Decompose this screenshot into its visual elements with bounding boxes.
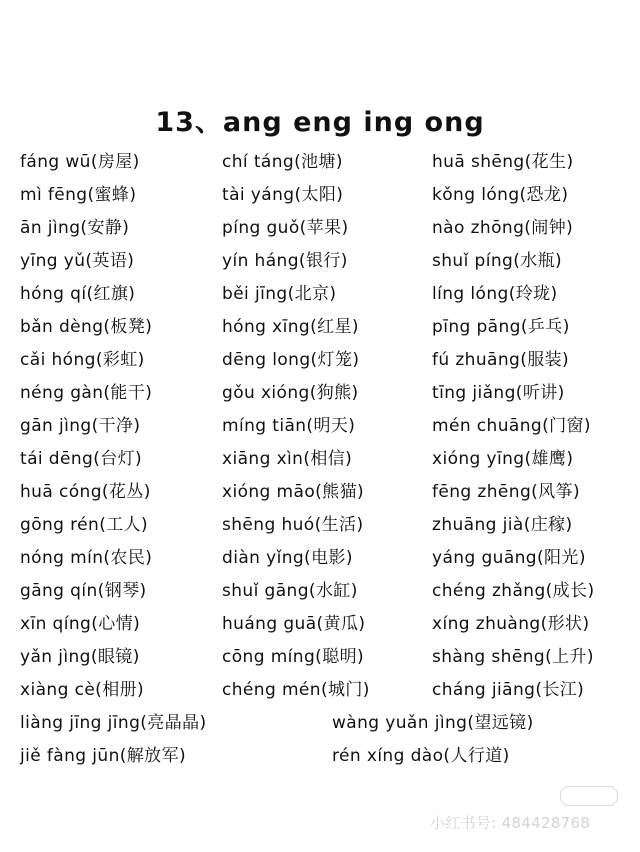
- word-item: shàng shēng(上升): [432, 647, 594, 667]
- word-item: líng lóng(玲珑): [432, 284, 558, 304]
- word-item: míng tiān(明天): [222, 416, 356, 436]
- word-item: běi jīng(北京): [222, 284, 337, 304]
- word-item: gāng qín(钢琴): [20, 581, 147, 601]
- page-title: 13、ang eng ing ong: [155, 107, 485, 138]
- word-item: chí táng(池塘): [222, 152, 343, 172]
- word-item: huā cóng(花丛): [20, 482, 151, 502]
- word-item: liàng jīng jīng(亮晶晶): [20, 713, 207, 733]
- vocabulary-grid-three-syllable: [20, 704, 630, 770]
- word-item: yáng guāng(阳光): [432, 548, 586, 568]
- watermark-logo-icon: [560, 786, 618, 806]
- word-item: xīn qíng(心情): [20, 614, 141, 634]
- word-item: xióng yīng(雄鹰): [432, 449, 574, 469]
- word-item: cháng jiāng(长江): [432, 680, 585, 700]
- word-item: xióng māo(熊猫): [222, 482, 364, 502]
- word-item: fáng wū(房屋): [20, 152, 140, 172]
- word-item: shēng huó(生活): [222, 515, 364, 535]
- word-item: píng guǒ(苹果): [222, 218, 349, 238]
- word-item: gān jìng(干净): [20, 416, 141, 436]
- word-item: cōng míng(聪明): [222, 647, 365, 667]
- word-item: tái dēng(台灯): [20, 449, 143, 469]
- word-item: xiàng cè(相册): [20, 680, 145, 700]
- word-item: huā shēng(花生): [432, 152, 574, 172]
- vocabulary-grid: [20, 143, 630, 704]
- word-item: yīng yǔ(英语): [20, 251, 135, 271]
- watermark-text: 小红书号: 484428768: [430, 814, 591, 832]
- word-item: nóng mín(农民): [20, 548, 153, 568]
- word-item: néng gàn(能干): [20, 383, 153, 403]
- word-item: hóng xīng(红星): [222, 317, 359, 337]
- word-item: nào zhōng(闹钟): [432, 218, 574, 238]
- word-item: xíng zhuàng(形状): [432, 614, 590, 634]
- word-item: chéng zhǎng(成长): [432, 581, 595, 601]
- word-item: zhuāng jià(庄稼): [432, 515, 573, 535]
- word-item: kǒng lóng(恐龙): [432, 185, 569, 205]
- word-item: cǎi hóng(彩虹): [20, 350, 145, 370]
- word-item: fú zhuāng(服装): [432, 350, 570, 370]
- word-item: hóng qí(红旗): [20, 284, 136, 304]
- word-item: tīng jiǎng(听讲): [432, 383, 565, 403]
- word-item: dēng long(灯笼): [222, 350, 360, 370]
- word-item: chéng mén(城门): [222, 680, 370, 700]
- word-item: gǒu xióng(狗熊): [222, 383, 359, 403]
- word-item: tài yáng(太阳): [222, 185, 344, 205]
- word-item: shuǐ píng(水瓶): [432, 251, 563, 271]
- word-item: mì fēng(蜜蜂): [20, 185, 137, 205]
- word-item: huáng guā(黄瓜): [222, 614, 366, 634]
- word-item: diàn yǐng(电影): [222, 548, 353, 568]
- word-item: jiě fàng jūn(解放军): [20, 746, 187, 766]
- word-item: fēng zhēng(风筝): [432, 482, 580, 502]
- word-item: shuǐ gāng(水缸): [222, 581, 358, 601]
- word-item: gōng rén(工人): [20, 515, 149, 535]
- word-item: ān jìng(安静): [20, 218, 130, 238]
- word-item: wàng yuǎn jìng(望远镜): [332, 713, 534, 733]
- word-item: yǎn jìng(眼镜): [20, 647, 140, 667]
- word-item: mén chuāng(门窗): [432, 416, 591, 436]
- word-item: yín háng(银行): [222, 251, 348, 271]
- word-item: xiāng xìn(相信): [222, 449, 353, 469]
- word-item: bǎn dèng(板凳): [20, 317, 153, 337]
- word-item: pīng pāng(乒乓): [432, 317, 570, 337]
- word-item: rén xíng dào(人行道): [332, 746, 510, 766]
